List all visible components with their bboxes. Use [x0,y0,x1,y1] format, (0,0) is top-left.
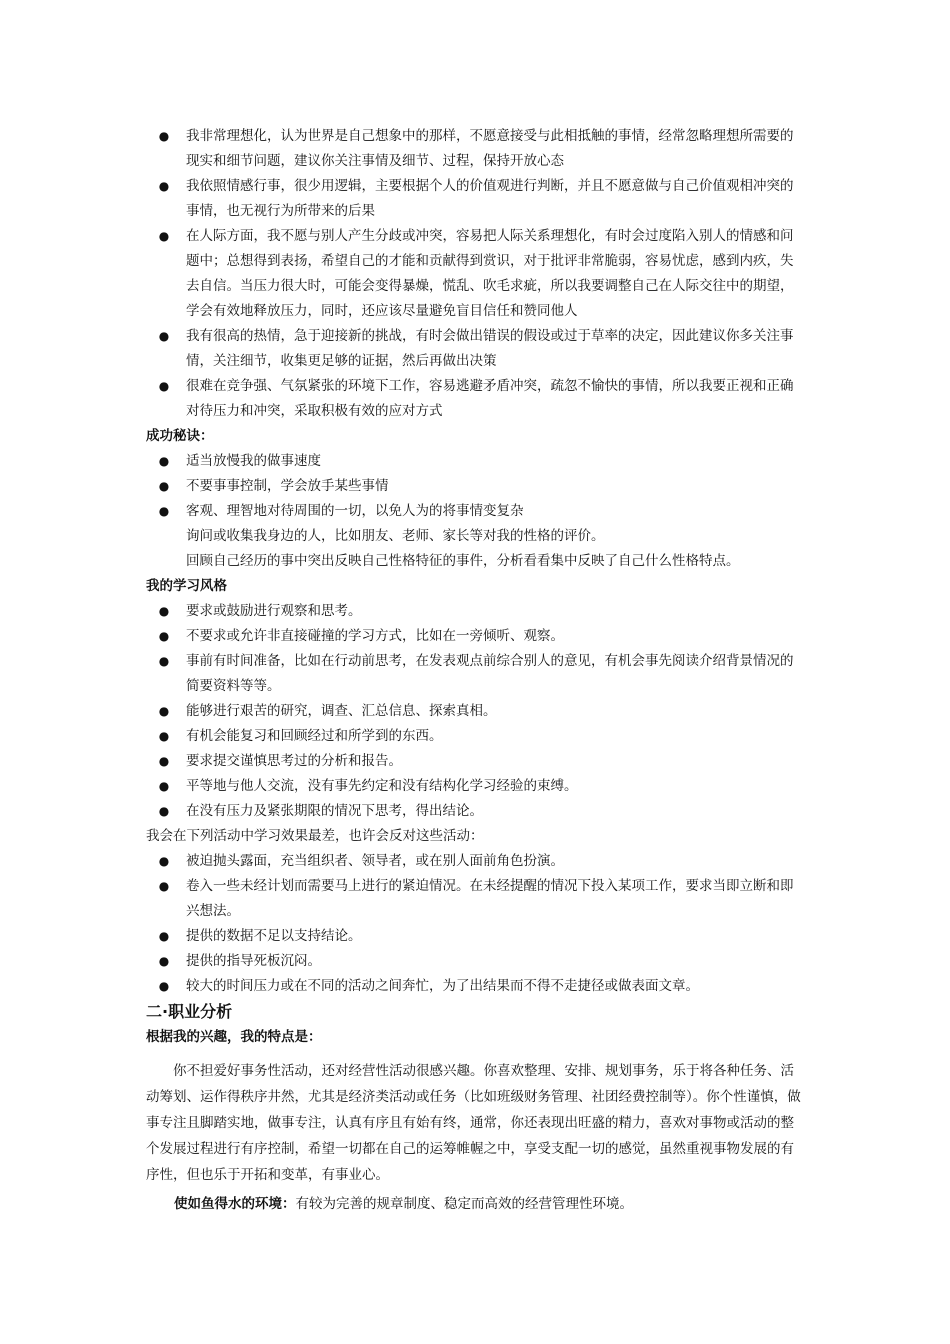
weakness-list [146,124,806,424]
list-item-text: 适当放慢我的做事速度 [186,453,321,469]
list-item-text: 平等地与他人交流，没有事先约定和没有结构化学习经验的束缚。 [186,778,578,794]
list-item [146,774,806,799]
bullet-icon: ● [158,979,170,993]
list-item-text: 提供的数据不足以支持结论。 [186,928,362,944]
list-item [146,474,806,499]
list-item-text: 要求提交谨慎思考过的分析和报告。 [186,753,402,769]
worst-intro: 我会在下列活动中学习效果最差，也许会反对这些活动： [146,828,484,844]
bullet-icon: ● [158,329,170,343]
list-item [146,749,806,774]
list-item [146,224,806,324]
list-item-text: 不要求或允许非直接碰撞的学习方式，比如在一旁倾听、观察。 [186,628,564,644]
bullet-icon: ● [158,504,170,518]
bullet-icon: ● [158,629,170,643]
list-item [146,124,806,174]
list-item-text: 提供的指导死板沉闷。 [186,953,321,969]
list-item-text: 不要事事控制，学会放手某些事情 [186,478,389,494]
bullet-icon: ● [158,704,170,718]
bullet-icon: ● [158,729,170,743]
list-item-text: 事前有时间准备，比如在行动前思考，在发表观点前综合别人的意见，有机会事先阅读介绍背景情况的简要资料等等。 [186,653,794,694]
bullet-icon: ● [158,854,170,868]
list-item [146,174,806,224]
list-item [146,499,806,524]
bullet-icon: ● [158,129,170,143]
document-body [146,124,806,1217]
bullet-icon: ● [158,479,170,493]
environment-text: 有较为完善的规章制度、稳定而高效的经营管理性环境。 [295,1196,633,1212]
bullet-icon: ● [158,954,170,968]
list-item [146,924,806,949]
career-heading: 二·职业分析 [146,1002,233,1021]
list-item-text: 卷入一些未经计划而需要马上进行的紧迫情况。在未经提醒的情况下投入某项工作，要求当即立断和即兴想法。 [186,878,794,919]
list-item-text: 能够进行艰苦的研究，调查、汇总信息、探索真相。 [186,703,497,719]
environment-label: 使如鱼得水的环境： [174,1196,296,1212]
bullet-icon: ● [158,779,170,793]
learning-list [146,599,806,824]
list-item-text: 有机会能复习和回顾经过和所学到的东西。 [186,728,443,744]
list-item-text: 我有很高的热情，急于迎接新的挑战，有时会做出错误的假设或过于草率的决定，因此建议你多关注事情，关注细节，收集更足够的证据，然后再做出决策 [186,328,794,369]
success-line: 回顾自己经历的事中突出反映自己性格特征的事件，分析看看集中反映了自己什么性格特点。 [186,553,740,569]
list-item [146,649,806,699]
list-item [146,949,806,974]
bullet-icon: ● [158,604,170,618]
bullet-icon: ● [158,379,170,393]
list-item-text: 客观、理智地对待周围的一切，以免人为的将事情变复杂 [186,503,524,519]
list-item-text: 在人际方面，我不愿与别人产生分歧或冲突，容易把人际关系理想化，有时会过度陷入别人的情感和问题中；总想得到表扬，希望自己的才能和贡献得到赏识，对于批评非常脆弱，容易忧虑，感到内疚，失去自信。当压力很大时，可能会变得暴燥，慌乱、吹毛求疵，所以我要调整自己在人际交往中的期望，学会有效地释放压力，同时，还应该尽量避免盲目信任和赞同他人 [186,228,794,319]
success-line: 询问或收集我身边的人，比如朋友、老师、家长等对我的性格的评价。 [186,528,605,544]
list-item [146,599,806,624]
list-item [146,849,806,874]
bullet-icon: ● [158,179,170,193]
list-item [146,624,806,649]
list-item [146,974,806,999]
list-item [146,874,806,924]
environment-line [146,1192,806,1217]
list-item-text: 较大的时间压力或在不同的活动之间奔忙，为了出结果而不得不走捷径或做表面文章。 [186,978,699,994]
bullet-icon: ● [158,929,170,943]
list-item-text: 要求或鼓励进行观察和思考。 [186,603,362,619]
worst-list [146,849,806,999]
bullet-icon: ● [158,879,170,893]
list-item-text: 被迫抛头露面，充当组织者、领导者，或在别人面前角色扮演。 [186,853,564,869]
success-heading: 成功秘诀： [146,428,214,444]
list-item [146,799,806,824]
list-item [146,724,806,749]
list-item-text: 我依照情感行事，很少用逻辑，主要根据个人的价值观进行判断，并且不愿意做与自己价值观相冲突的事情，也无视行为所带来的后果 [186,178,794,219]
learning-heading: 我的学习风格 [146,578,227,594]
list-item [146,699,806,724]
bullet-icon: ● [158,654,170,668]
list-item [146,374,806,424]
list-item [146,324,806,374]
bullet-icon: ● [158,754,170,768]
bullet-icon: ● [158,229,170,243]
list-item [146,449,806,474]
list-item-text: 我非常理想化，认为世界是自己想象中的那样，不愿意接受与此相抵触的事情，经常忽略理想所需要的现实和细节问题，建议你关注事情及细节、过程，保持开放心态 [186,128,794,169]
list-item-text: 在没有压力及紧张期限的情况下思考，得出结论。 [186,803,483,819]
career-subheading: 根据我的兴趣，我的特点是： [146,1029,322,1045]
bullet-icon: ● [158,804,170,818]
list-item-text: 很难在竞争强、气氛紧张的环境下工作，容易逃避矛盾冲突，疏忽不愉快的事情，所以我要正视和正确对待压力和冲突，采取积极有效的应对方式 [186,378,794,419]
success-list [146,449,806,524]
bullet-icon: ● [158,454,170,468]
career-paragraph: 你不担爱好事务性活动，还对经营性活动很感兴趣。你喜欢整理、安排、规划事务，乐于将各种任务、活动筹划、运作得秩序井然，尤其是经济类活动或任务（比如班级财务管理、社团经费控制等）。你个性谨慎，做事专注且脚踏实地，做事专注，认真有序且有始有终，通常，你还表现出旺盛的精力，喜欢对事物或活动的整个发展过程进行有序控制，希望一切都在自己的运筹帷幄之中，享受支配一切的感觉，虽然重视事物发展的有序性，但也乐于开拓和变革，有事业心。 [146,1063,801,1183]
